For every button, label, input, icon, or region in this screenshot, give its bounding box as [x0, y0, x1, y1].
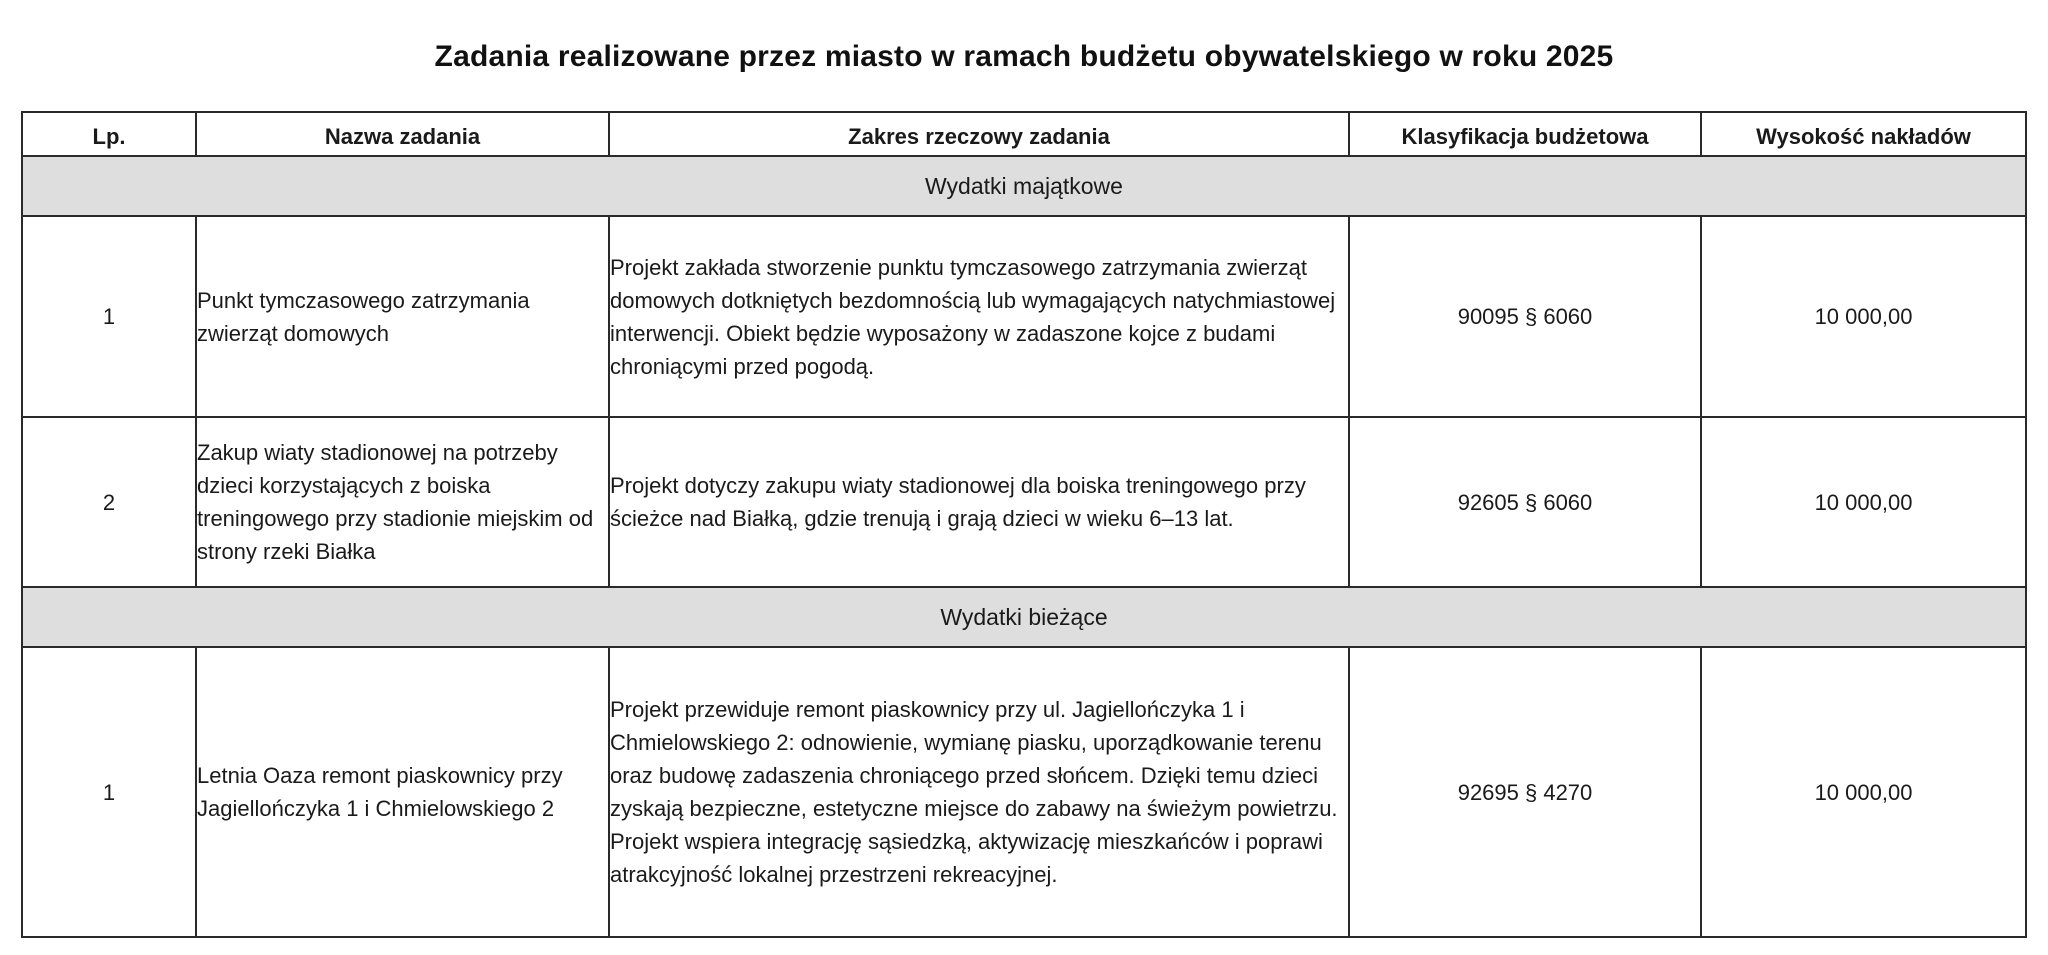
table-header-row [22, 112, 2026, 156]
header-task-scope: Zakres rzeczowy zadania [609, 112, 1349, 156]
budget-tasks-table [21, 111, 2027, 938]
cell-lp: 1 [22, 216, 196, 417]
table-row [22, 216, 2026, 417]
section-label: Wydatki bieżące [22, 587, 2026, 647]
header-budget-classification: Klasyfikacja budżetowa [1349, 112, 1701, 156]
cell-amount: 10 000,00 [1701, 216, 2026, 417]
table-row [22, 417, 2026, 587]
cell-task-name: Punkt tymczasowego zatrzymania zwierząt domowych [196, 216, 609, 417]
cell-task-scope: Projekt dotyczy zakupu wiaty stadionowej dla boiska treningowego przy ścieżce nad Białką, gdzie trenują i grają dzieci w wieku 6–13 lat. [609, 417, 1349, 587]
header-task-name: Nazwa zadania [196, 112, 609, 156]
table-row [22, 647, 2026, 937]
cell-lp: 2 [22, 417, 196, 587]
section-row-capital-expenditures [22, 156, 2026, 216]
cell-budget-classification: 90095 § 6060 [1349, 216, 1701, 417]
cell-budget-classification: 92605 § 6060 [1349, 417, 1701, 587]
cell-budget-classification: 92695 § 4270 [1349, 647, 1701, 937]
header-amount: Wysokość nakładów [1701, 112, 2026, 156]
header-lp: Lp. [22, 112, 196, 156]
document-title: Zadania realizowane przez miasto w ramach budżetu obywatelskiego w roku 2025 [434, 40, 1614, 73]
cell-task-scope: Projekt zakłada stworzenie punktu tymczasowego zatrzymania zwierząt domowych dotkniętych bezdomnością lub wymagających natychmiastowej interwencji. Obiekt będzie wyposażony w zadaszone kojce z budami chroniącymi przed pogodą. [609, 216, 1349, 417]
section-label: Wydatki majątkowe [22, 156, 2026, 216]
cell-task-scope: Projekt przewiduje remont piaskownicy przy ul. Jagiellończyka 1 i Chmielowskiego 2: odnowienie, wymianę piasku, uporządkowanie terenu oraz budowę zadaszenia chroniącego przed słońcem. Dzięki temu dzieci zyskają bezpieczne, estetyczne miejsce do zabawy na świeżym powietrzu. Projekt wspiera integrację sąsiedzką, aktywizację mieszkańców i poprawi atrakcyjność lokalnej przestrzeni rekreacyjnej. [609, 647, 1349, 937]
section-row-current-expenditures [22, 587, 2026, 647]
cell-amount: 10 000,00 [1701, 417, 2026, 587]
cell-task-name: Letnia Oaza remont piaskownicy przy Jagiellończyka 1 i Chmielowskiego 2 [196, 647, 609, 937]
cell-task-name: Zakup wiaty stadionowej na potrzeby dzieci korzystających z boiska treningowego przy stadionie miejskim od strony rzeki Białka [196, 417, 609, 587]
cell-lp: 1 [22, 647, 196, 937]
cell-amount: 10 000,00 [1701, 647, 2026, 937]
